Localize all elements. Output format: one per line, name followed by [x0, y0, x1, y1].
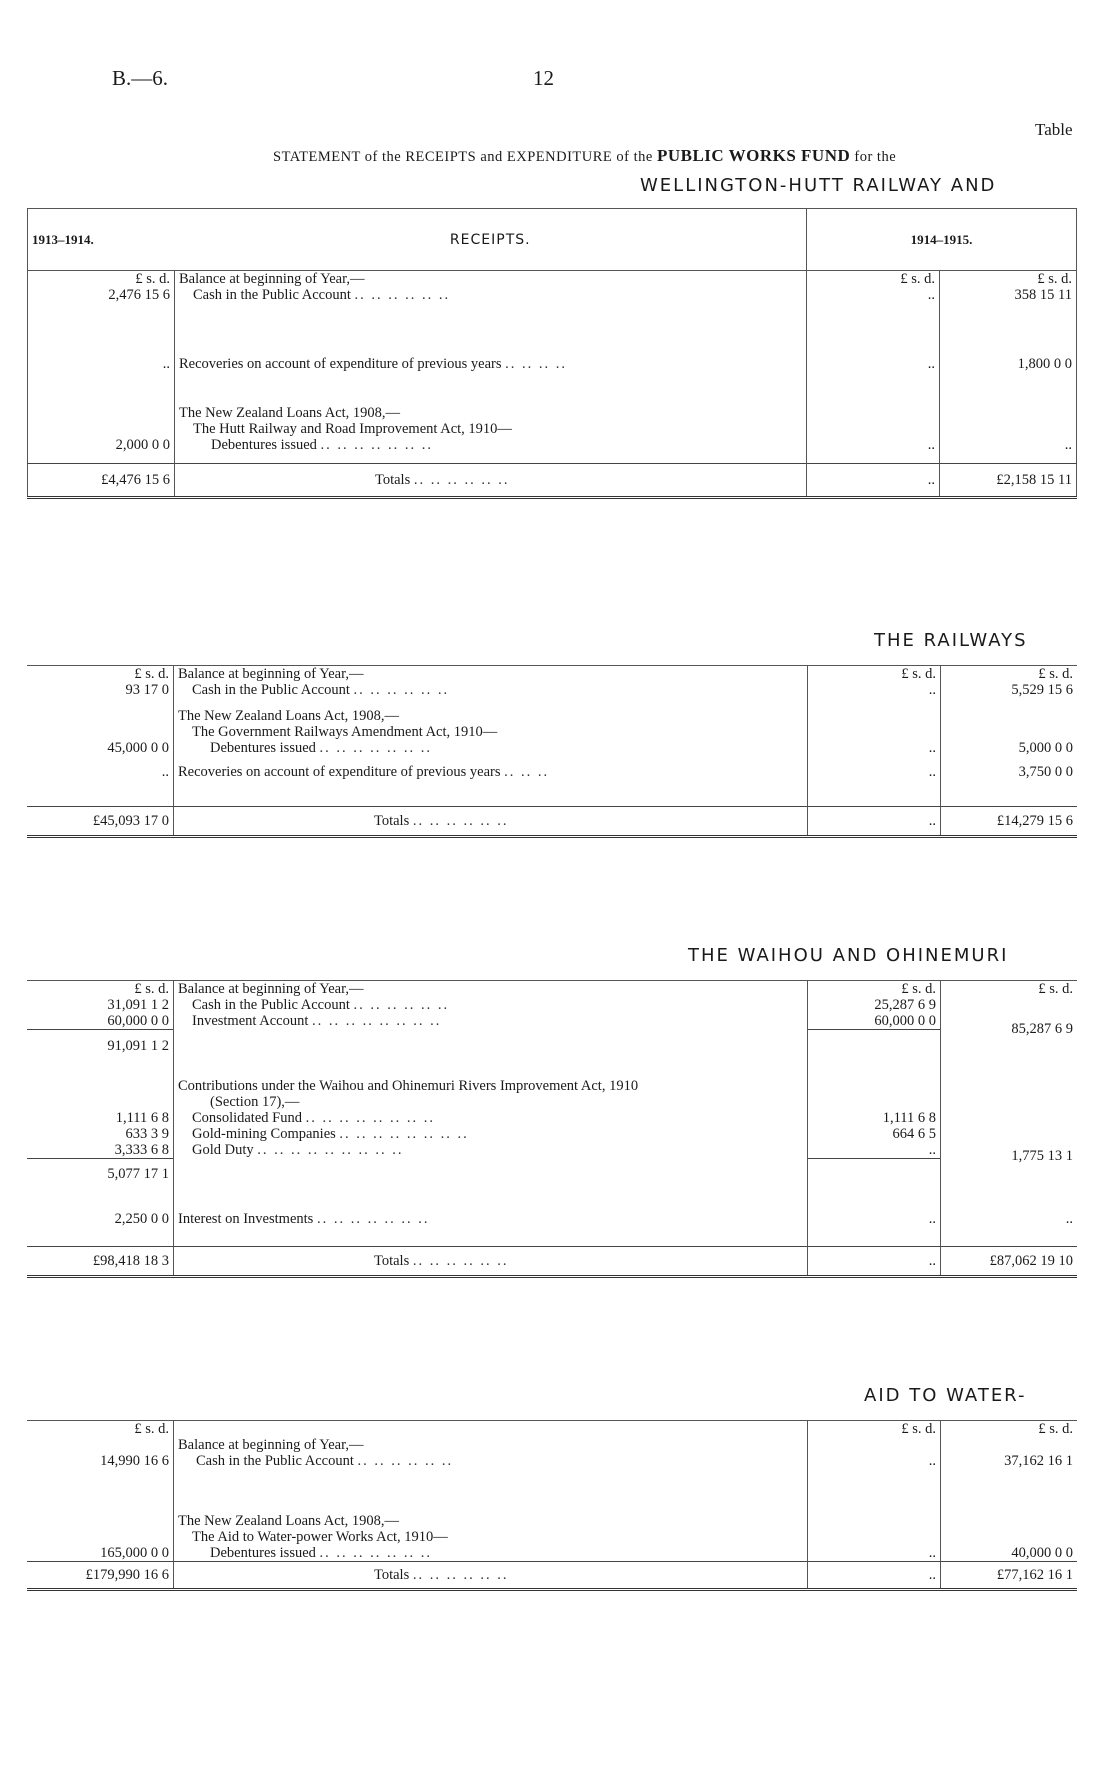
hutt-table	[27, 208, 1077, 499]
total-a: £98,418 18 3	[27, 1246, 174, 1276]
amount-a: 14,990 16 6	[27, 1437, 174, 1469]
amount-a: 2,250 0 0	[27, 1204, 174, 1234]
section-title-hutt: WELLINGTON-HUTT RAILWAY AND	[640, 175, 997, 196]
col-head-receipts: RECEIPTS.	[175, 209, 807, 271]
amount-a: ..	[27, 756, 174, 788]
total-b1: ..	[808, 1562, 941, 1590]
amount-a: ..	[28, 335, 175, 393]
statement-heading	[273, 146, 896, 166]
section-title-water: AID TO WATER-	[864, 1385, 1027, 1406]
lsd-head: £ s. d.	[27, 666, 174, 683]
amount-b2: 85,287 6 9	[1011, 1021, 1073, 1038]
waihou-table	[27, 980, 1077, 1278]
col-head-year-b: 1914–1915.	[910, 231, 973, 247]
statement-pre: STATEMENT of the RECEIPTS and EXPENDITURE of the	[273, 149, 653, 165]
row-sublabel: Gold-mining Companies .. .. .. .. .. .. .. ..	[174, 1126, 808, 1142]
fund-name: PUBLIC WORKS FUND	[656, 146, 851, 165]
total-a: £4,476 15 6	[28, 463, 175, 497]
amount-a: 60,000 0 0	[27, 1013, 174, 1030]
page-reference: B.—6.	[112, 66, 169, 90]
railways-table	[27, 665, 1077, 838]
total-b1: ..	[808, 1246, 941, 1276]
amount-b1: ..	[807, 335, 940, 393]
amount-b1: ..	[808, 1204, 941, 1234]
lsd-head: £ s. d.	[1038, 666, 1073, 682]
page-number: 12	[533, 66, 554, 90]
row-label: Balance at beginning of Year,—	[174, 981, 808, 998]
amount-b2: 1,775 13 1	[1011, 1147, 1073, 1164]
amount-b1: ..	[808, 1142, 941, 1159]
row-label: Recoveries on account of expenditure of previous years .. .. ..	[174, 756, 808, 788]
amount-a: 2,476 15 6	[28, 287, 175, 335]
total-b1: ..	[807, 463, 940, 497]
amount-b2: 5,000 0 0	[1018, 740, 1073, 756]
row-label-block: The New Zealand Loans Act, 1908,— The Hutt Railway and Road Improvement Act, 1910— Debentures issued .. .. .. .. .. .. ..	[175, 405, 807, 453]
row-sublabel: Gold Duty .. .. .. .. .. .. .. .. ..	[174, 1142, 808, 1159]
amount-b1: 25,287 6 9	[808, 997, 941, 1013]
row-sublabel: Cash in the Public Account .. .. .. .. .. ..	[175, 287, 807, 335]
row-sublabel: Investment Account .. .. .. .. .. .. .. ..	[174, 1013, 808, 1030]
lsd-head: £ s. d.	[27, 981, 174, 998]
total-a: £179,990 16 6	[27, 1562, 174, 1590]
statement-post: for the	[854, 149, 897, 165]
row-label: Balance at beginning of Year,—	[175, 271, 807, 288]
amount-b1: ..	[808, 1437, 941, 1469]
lsd-head: £ s. d.	[808, 981, 941, 998]
amount-b2: 358 15 11	[1014, 287, 1072, 303]
row-label-block: Balance at beginning of Year,— Cash in the Public Account .. .. .. .. .. ..	[174, 1437, 808, 1469]
lsd-head: £ s. d.	[808, 1421, 941, 1438]
water-table	[27, 1420, 1077, 1591]
lsd-head: £ s. d.	[1038, 1421, 1073, 1437]
lsd-head: £ s. d.	[1038, 981, 1073, 997]
amount-b2: ..	[1064, 437, 1072, 453]
amount-a: 45,000 0 0	[27, 708, 174, 756]
row-sublabel: Cash in the Public Account .. .. .. .. .. ..	[174, 997, 808, 1013]
amount-b2: ..	[1065, 1211, 1073, 1227]
amount-b2: 3,750 0 0	[1018, 764, 1073, 780]
amount-b2: 5,529 15 6	[1011, 682, 1073, 698]
row-label-block: The New Zealand Loans Act, 1908,— The Government Railways Amendment Act, 1910— Debentures issued .. .. .. .. .. .. ..	[174, 708, 808, 756]
col-head-year-a: 1913–1914.	[32, 231, 94, 247]
totals-label: Totals .. .. .. .. .. ..	[174, 1562, 808, 1590]
amount-b1: ..	[808, 1513, 941, 1562]
total-a: £45,093 17 0	[27, 806, 174, 836]
amount-b1: ..	[807, 405, 940, 453]
amount-b1: 60,000 0 0	[808, 1013, 941, 1030]
amount-b1: ..	[808, 756, 941, 788]
section-title-railways: THE RAILWAYS	[874, 630, 1028, 651]
totals-label: Totals .. .. .. .. .. ..	[174, 806, 808, 836]
row-label: Recoveries on account of expenditure of previous years .. .. .. ..	[175, 335, 807, 393]
amount-b2: 40,000 0 0	[1011, 1545, 1073, 1561]
amount-a: 2,000 0 0	[28, 405, 175, 453]
contributions-label: Contributions under the Waihou and Ohinemuri Rivers Improvement Act, 1910 (Section 17),—	[174, 1078, 808, 1110]
total-b2: £14,279 15 6	[941, 806, 1078, 836]
subtotal-a: 91,091 1 2	[27, 1030, 174, 1062]
amount-b1: 1,111 6 8	[808, 1110, 941, 1126]
total-b1: ..	[808, 806, 941, 836]
section-title-waihou: THE WAIHOU AND OHINEMURI	[688, 945, 1009, 966]
lsd-head: £ s. d.	[27, 1421, 174, 1438]
subtotal-a: 5,077 17 1	[27, 1158, 174, 1190]
amount-b2: 1,800 0 0	[1017, 356, 1072, 372]
total-b2: £2,158 15 11	[940, 463, 1077, 497]
amount-b1: ..	[807, 287, 940, 335]
amount-a: 93 17 0	[27, 682, 174, 708]
amount-a: 3,333 6 8	[27, 1142, 174, 1159]
row-sublabel: Consolidated Fund .. .. .. .. .. .. .. ..	[174, 1110, 808, 1126]
total-b2: £77,162 16 1	[941, 1562, 1078, 1590]
table-word: Table	[1035, 120, 1073, 139]
totals-label: Totals .. .. .. .. .. ..	[175, 463, 807, 497]
amount-a: 633 3 9	[27, 1126, 174, 1142]
totals-label: Totals .. .. .. .. .. ..	[174, 1246, 808, 1276]
row-sublabel: Cash in the Public Account .. .. .. .. .. ..	[174, 682, 808, 708]
total-b2: £87,062 19 10	[941, 1246, 1078, 1276]
lsd-head: £ s. d.	[1037, 271, 1072, 287]
amount-a: 165,000 0 0	[27, 1513, 174, 1562]
amount-a: 1,111 6 8	[27, 1110, 174, 1126]
amount-b1: 664 6 5	[808, 1126, 941, 1142]
amount-b2: 37,162 16 1	[1004, 1453, 1073, 1469]
amount-b1: ..	[808, 682, 941, 708]
lsd-head: £ s. d.	[807, 271, 940, 288]
amount-b1: ..	[808, 708, 941, 756]
amount-a: 31,091 1 2	[27, 997, 174, 1013]
lsd-head: £ s. d.	[28, 271, 175, 288]
row-label: Interest on Investments .. .. .. .. .. .. ..	[174, 1204, 808, 1234]
lsd-head: £ s. d.	[808, 666, 941, 683]
row-label: Balance at beginning of Year,—	[174, 666, 808, 683]
row-label-block: The New Zealand Loans Act, 1908,— The Aid to Water-power Works Act, 1910— Debentures issued .. .. .. .. .. .. ..	[174, 1513, 808, 1562]
